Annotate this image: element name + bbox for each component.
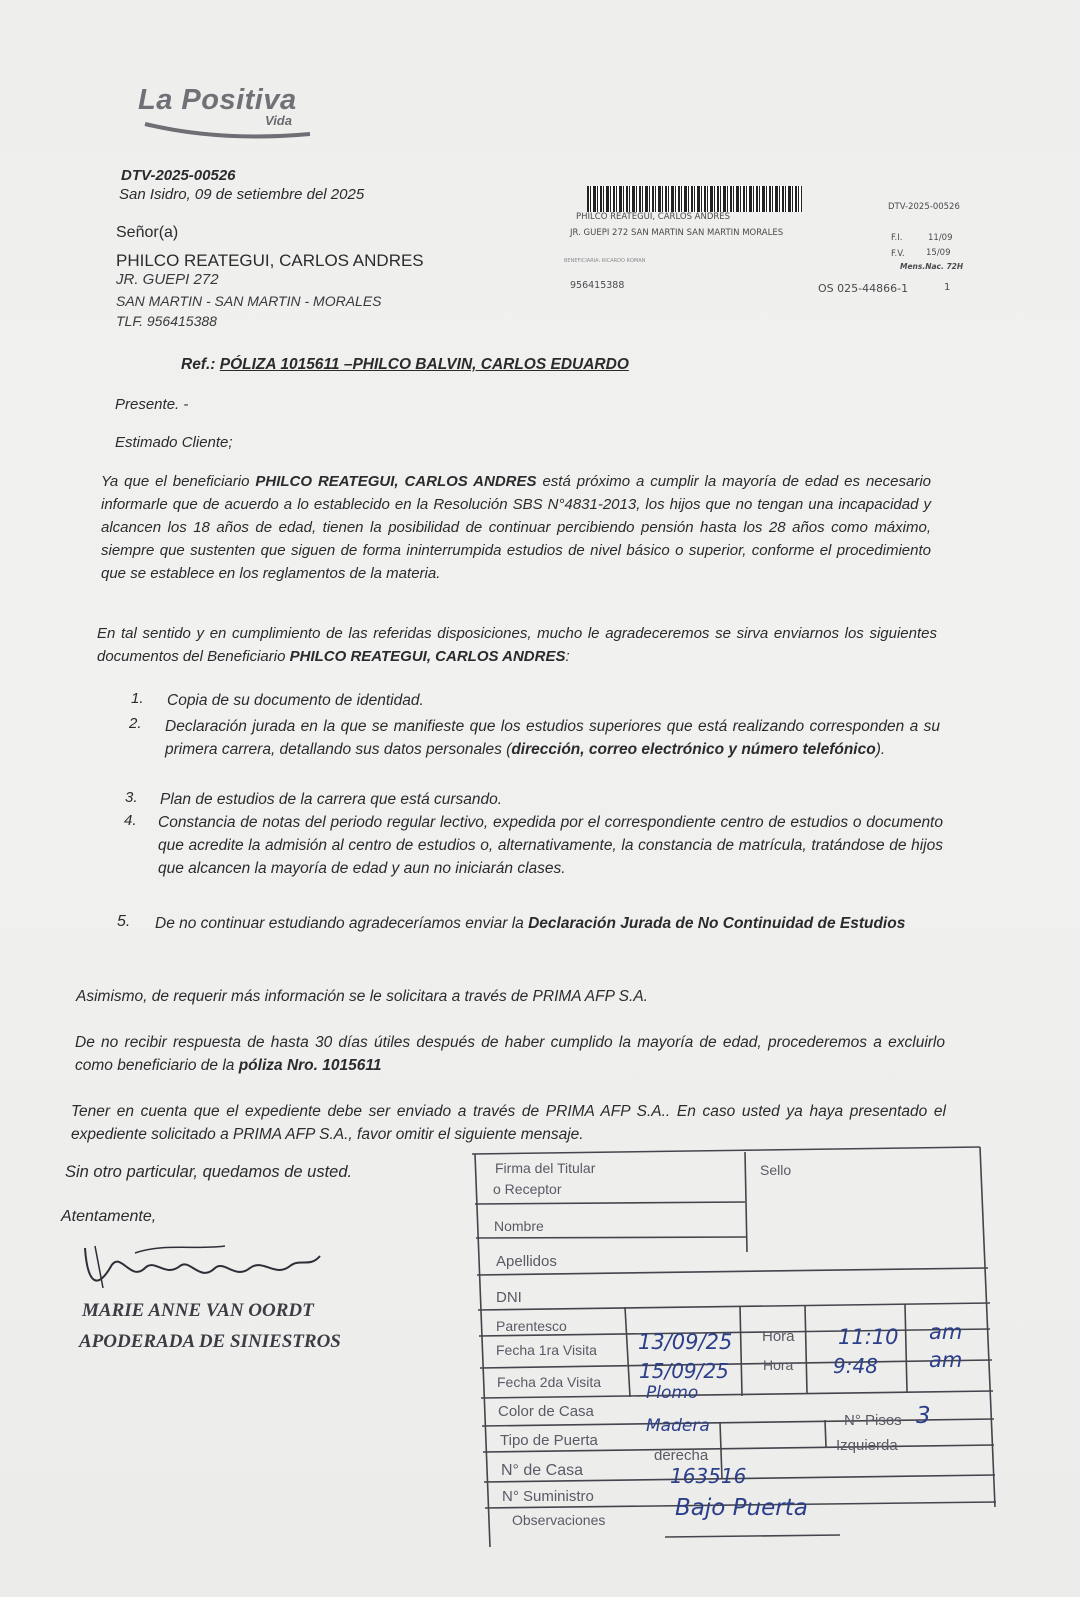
hora1-value: 11:10 [838,1325,899,1349]
form-label-firma: Firma del Titular [495,1160,596,1176]
signer-role: APODERADA DE SINIESTROS [79,1331,341,1352]
recipient-name: PHILCO REATEGUI, CARLOS ANDRES [116,251,424,270]
list-number-5: 5. [117,913,131,930]
presente: Presente. - [115,396,189,413]
list-number-2: 2. [129,715,142,732]
form-label-hora2: Hora [763,1357,794,1373]
greeting: Estimado Cliente; [115,434,233,451]
pisos-value: 3 [916,1403,931,1429]
fv-label: F.V. [891,249,905,259]
form-label-sello: Sello [760,1162,792,1178]
list-item-5: De no continuar estudiando agradeceríamos enviar la Declaración Jurada de No Continuidad de Estudios [155,915,906,932]
form-label-suministro: N° Suministro [502,1488,594,1505]
address-line-1: JR. GUEPI 272 [116,271,219,288]
form-label-apellidos: Apellidos [496,1253,557,1270]
form-label-color: Color de Casa [498,1403,594,1420]
logo-swoosh-icon [140,112,320,142]
form-label-izquierda: Izquierda [836,1437,898,1454]
label-address: JR. GUEPI 272 SAN MARTIN SAN MARTIN MORALES [570,228,784,238]
list-item-1: Copia de su documento de identidad. [167,692,424,709]
paragraph-4: De no recibir respuesta de hasta 30 días útiles después de haber cumplido la mayoría de edad, procederemos a excluirlo como beneficiario de la póliza Nro. 1015611 [75,1034,945,1074]
atentamente: Atentamente, [61,1208,157,1225]
suministro-value: 163516 [670,1464,747,1488]
fi-value: 11/09 [928,233,953,243]
logo-subtitle: Vida [265,113,292,128]
document-code: DTV-2025-00526 [121,167,236,184]
barcode [587,186,802,212]
form-label-pisos: N° Pisos [844,1412,902,1429]
label-name: PHILCO REATEGUI, CARLOS ANDRES [576,212,731,222]
label-doc-code: DTV-2025-00526 [888,202,960,212]
paragraph-5: Tener en cuenta que el expediente debe ser enviado a través de PRIMA AFP S.A.. En caso usted ya haya presentado el expediente solicitado a PRIMA AFP S.A., favor omitir el siguiente mensaje. [71,1103,946,1143]
label-phone: 956415388 [570,280,625,291]
list-number-1: 1. [131,690,144,707]
reference-policy: PÓLIZA 1015611 –PHILCO BALVIN, CARLOS EDUARDO [219,356,629,373]
company-logo: La Positiva [138,84,297,116]
form-label-hora1: Hora [762,1328,795,1345]
form-label-fecha1: Fecha 1ra Visita [496,1342,597,1358]
tipo-value: Madera [646,1416,710,1436]
form-label-tipo: Tipo de Puerta [500,1432,598,1449]
form-label-fecha2: Fecha 2da Visita [497,1374,602,1390]
hora2-value: 9:48 [833,1354,878,1378]
fv-value: 15/09 [926,248,951,258]
label-beneficiary: BENEFICIARIA: RICARDO ROMAN [564,258,646,264]
salutation: Señor(a) [116,224,179,241]
list-number-4: 4. [124,812,137,829]
fi-label: F.I. [891,233,903,243]
list-number-3: 3. [125,789,138,806]
form-label-derecha: derecha [654,1447,709,1464]
form-label-receptor: o Receptor [493,1181,562,1197]
label-os-number: 1 [944,282,951,293]
observaciones-value: Bajo Puerta [675,1495,808,1521]
form-label-parentesco: Parentesco [496,1318,567,1334]
form-label-casa: N° de Casa [501,1462,583,1479]
list-item-4: Constancia de notas del periodo regular lectivo, expedida por el correspondiente centro de estudios o documento que acredite la admisión al centro de estudios o, alternativamente, la constancia de matrícula, tratándose de hijos que alcancen la mayoría de edad y aun no iniciarán clases. [158,814,943,877]
phone: TLF. 956415388 [116,313,217,329]
ampm2-value: am [929,1348,963,1372]
ampm1-value: am [929,1320,963,1344]
paragraph-1: Ya que el beneficiario PHILCO REATEGUI, CARLOS ANDRES está próximo a cumplir la mayoría de edad es necesario informarle que de acuerdo a lo establecido en la Resolución SBS N°4831-2013, los hijos que no tengan una incapacidad y alcancen los 18 años de edad, tienen la posibilidad de continuar percibiendo pensión hasta los 28 años como máximo, siempre que sustenten que siguen de forma ininterrumpida estudios de nivel básico o superior, conforme el procedimiento que se establece en los reglamentos de la materia. [101,473,931,582]
fecha1-value: 13/09/25 [638,1330,733,1354]
form-label-dni: DNI [496,1289,522,1306]
paragraph-3: Asimismo, de requerir más información se le solicitara a través de PRIMA AFP S.A. [76,988,648,1005]
reference-line [181,356,629,374]
fecha2-value: 15/09/25 [639,1359,729,1383]
form-label-nombre: Nombre [494,1218,544,1234]
form-label-observaciones: Observaciones [512,1512,606,1528]
label-os: OS 025-44866-1 [818,282,909,295]
signer-name: MARIE ANNE VAN OORDT [82,1300,314,1321]
reference-prefix: Ref.: [181,356,216,373]
signature-scribble-icon [75,1238,325,1298]
address-line-2: SAN MARTIN - SAN MARTIN - MORALES [116,293,382,309]
list-item-2: Declaración jurada en la que se manifieste que los estudios superiores que está realizando corresponden a su primera carrera, detallando sus datos personales (dirección, correo electrónico y número telefónico). [165,718,940,758]
paragraph-2: En tal sentido y en cumplimiento de las referidas disposiciones, mucho le agradeceremos se sirva enviarnos los siguientes documentos del Beneficiario PHILCO REATEGUI, CARLOS ANDRES: [97,625,937,665]
list-item-3: Plan de estudios de la carrera que está cursando. [160,791,503,808]
place-date: San Isidro, 09 de setiembre del 2025 [119,186,365,203]
color-value: Plomo [646,1383,699,1403]
closing-line: Sin otro particular, quedamos de usted. [65,1163,353,1181]
label-service: Mens.Nac. 72H [900,262,964,271]
